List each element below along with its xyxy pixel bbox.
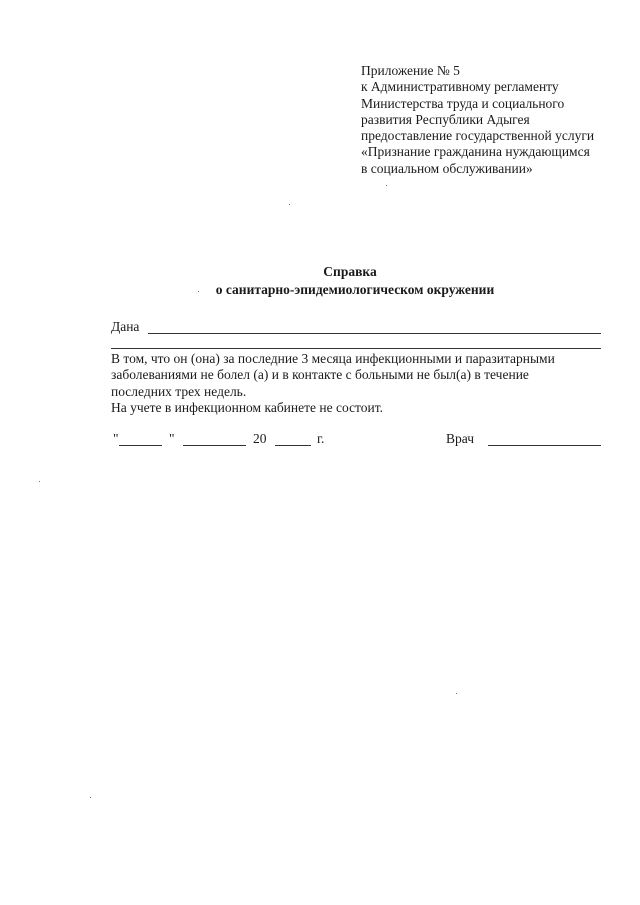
date-century: 20 <box>253 431 267 446</box>
date-month-field[interactable] <box>183 445 246 446</box>
appendix-line: Министерства труда и социального <box>361 95 565 111</box>
appendix-line: Приложение № 5 <box>361 63 460 78</box>
document-subtitle: о санитарно-эпидемиологическом окружении <box>215 282 495 297</box>
scan-speck <box>456 693 457 694</box>
appendix-line: «Признание гражданина нуждающимся <box>361 144 590 160</box>
appendix-line: к Административному регламенту <box>361 79 559 95</box>
scan-speck <box>39 481 40 482</box>
certificate-body <box>111 351 601 416</box>
doctor-signature-field[interactable] <box>488 445 601 446</box>
scan-speck <box>386 185 387 186</box>
separator-line <box>111 348 601 349</box>
date-quote-close: " <box>169 431 175 446</box>
body-line: заболеваниями не болел (а) и в контакте с больными не был(а) в течение <box>111 367 529 383</box>
date-quote-open: " <box>113 431 119 446</box>
document-title: Справка <box>323 264 377 279</box>
scan-speck <box>289 204 290 205</box>
scan-speck <box>90 797 91 798</box>
appendix-line: в социальном обслуживании» <box>361 160 533 176</box>
doctor-label: Врач <box>446 431 474 446</box>
scan-speck <box>198 291 199 292</box>
date-day-field[interactable] <box>119 445 162 446</box>
body-line: На учете в инфекционном кабинете не состоит. <box>111 399 384 415</box>
date-year-field[interactable] <box>275 445 311 446</box>
appendix-line: предоставление государственной услуги <box>361 128 595 144</box>
issued-to-field[interactable] <box>148 333 601 334</box>
appendix-block <box>361 63 631 177</box>
body-line: В том, что он (она) за последние 3 месяца инфекционными и паразитарными <box>111 351 555 366</box>
body-line: последних трех недель. <box>111 383 247 399</box>
issued-to-label: Дана <box>111 319 140 334</box>
date-year-suffix: г. <box>317 431 325 446</box>
appendix-line: развития Республики Адыгея <box>361 111 530 127</box>
